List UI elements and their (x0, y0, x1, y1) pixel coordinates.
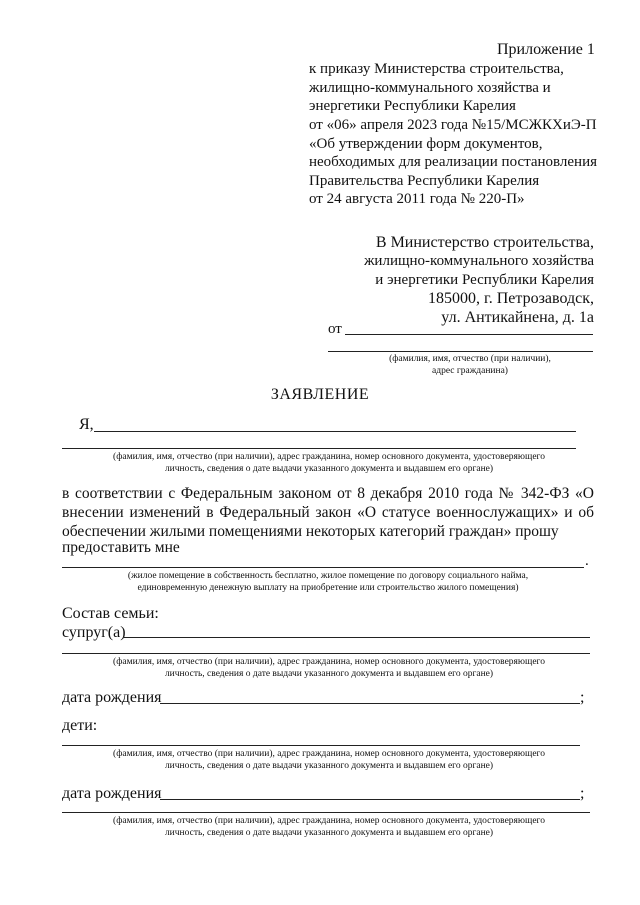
addressee-line: и энергетики Республики Карелия (375, 272, 594, 288)
from-input-line[interactable] (345, 334, 593, 335)
from-label: от (328, 321, 342, 337)
spouse-input-line[interactable] (124, 637, 590, 638)
appendix-line: энергетики Республики Карелия (309, 98, 516, 114)
appendix-line: «Об утверждении форм документов, (309, 136, 543, 152)
spouse-birth-input-line[interactable] (160, 703, 580, 704)
addressee-line: 185000, г. Петрозаводск, (427, 290, 594, 307)
applicant-label: Я, (79, 416, 94, 433)
request-paragraph: в соответствии с Федеральным законом от 8 декабря 2010 года № 342-ФЗ «О внесении изменений в Федеральный закон «О статусе военнослужащих» и об обеспечении жилыми помещениями некоторых категорий граждан» прошу (62, 485, 594, 540)
appendix-line: Правительства Республики Карелия (309, 173, 540, 189)
from-hint: (фамилия, имя, отчество (при наличии), (389, 354, 551, 364)
child2-hint: (фамилия, имя, отчество (при наличии), адрес гражданина, номер основного документа, удостоверяющего (113, 816, 545, 826)
applicant-hint: (фамилия, имя, отчество (при наличии), адрес гражданина, номер основного документа, удостоверяющего (113, 452, 545, 462)
request-input-line[interactable] (62, 567, 584, 568)
from-hint: адрес гражданина) (432, 366, 508, 376)
applicant-input-line-2[interactable] (62, 448, 576, 449)
child-birth-label: дата рождения (62, 785, 162, 802)
spouse-birth-end: ; (580, 689, 585, 706)
addressee-line: В Министерство строительства, (375, 234, 594, 251)
child-birth-end: ; (580, 785, 585, 802)
appendix-title: Приложение 1 (497, 41, 595, 58)
spouse-hint: (фамилия, имя, отчество (при наличии), адрес гражданина, номер основного документа, удостоверяющего (113, 657, 545, 667)
applicant-hint: личность, сведения о дате выдачи указанного документа и выдавшем его органе) (164, 464, 494, 474)
applicant-input-line[interactable] (94, 431, 576, 432)
addressee-line: ул. Антикайнена, д. 1а (441, 309, 594, 326)
from-input-line-2[interactable] (328, 351, 593, 352)
spouse-input-line-2[interactable] (62, 653, 590, 654)
document-title: ЗАЯВЛЕНИЕ (270, 386, 370, 403)
child2-input-line[interactable] (62, 812, 590, 813)
appendix-line: к приказу Министерства строительства, (309, 61, 564, 77)
appendix-line: от 24 августа 2011 года № 220-П» (309, 191, 525, 207)
child-hint: личность, сведения о дате выдачи указанного документа и выдавшем его органе) (164, 761, 494, 771)
spouse-birth-label: дата рождения (62, 689, 162, 706)
family-heading: Состав семьи: (62, 605, 159, 622)
appendix-line: от «06» апреля 2023 года №15/МСЖКХиЭ-П (309, 117, 597, 133)
request-last-line: предоставить мне (62, 539, 180, 556)
child-hint: (фамилия, имя, отчество (при наличии), адрес гражданина, номер основного документа, удостоверяющего (113, 749, 545, 759)
request-end-mark: . (585, 553, 589, 569)
spouse-label: супруг(а) (62, 624, 126, 641)
appendix-line: необходимых для реализации постановления (309, 154, 598, 170)
request-hint: (жилое помещение в собственность бесплатно, жилое помещение по договору социального найма, (127, 571, 529, 581)
request-hint: единовременную денежную выплату на приобретение или строительство жилого помещения) (137, 583, 519, 593)
addressee-line: жилищно-коммунального хозяйства (364, 253, 594, 269)
child-birth-input-line[interactable] (160, 799, 580, 800)
children-label: дети: (62, 717, 98, 734)
child-input-line[interactable] (62, 745, 580, 746)
appendix-line: жилищно-коммунального хозяйства и (309, 80, 551, 96)
child2-hint: личность, сведения о дате выдачи указанного документа и выдавшем его органе) (164, 828, 494, 838)
spouse-hint: личность, сведения о дате выдачи указанного документа и выдавшем его органе) (164, 669, 494, 679)
